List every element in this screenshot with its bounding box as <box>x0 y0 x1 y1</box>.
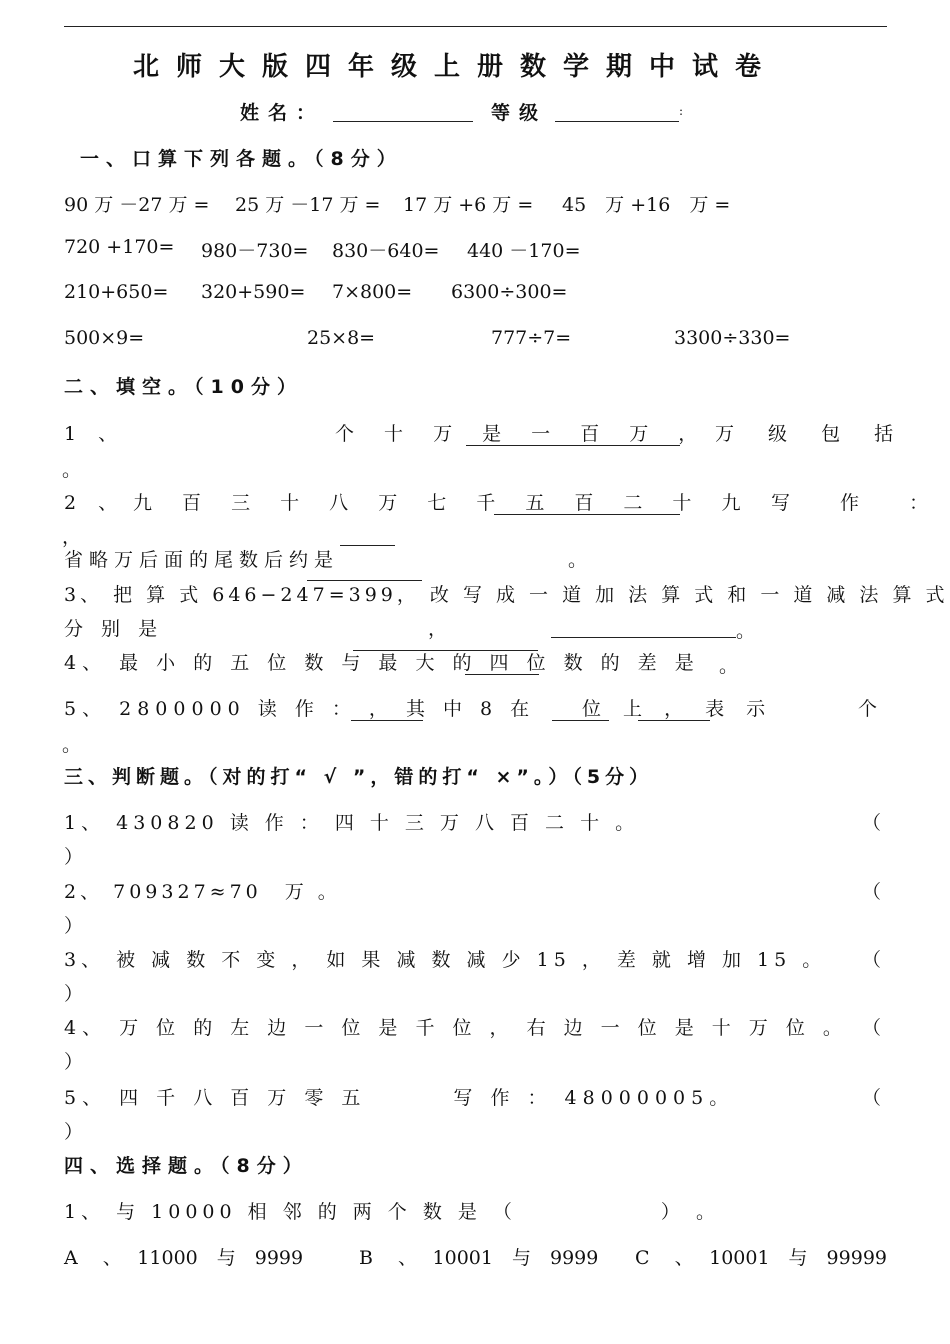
fill-q3-text: 3、 把 算 式 646−247=399， 改 写 成 一 道 加 法 算 式 和 一 道 减 法 算 式 <box>64 584 949 606</box>
section4-heading: 四、选择题。（8分） <box>64 1155 309 1177</box>
judge-paren-close: ） <box>64 846 84 868</box>
fill-q2b-text: 省略万后面的尾数后约是 <box>64 549 340 571</box>
calc-item: 980－730= <box>201 240 309 262</box>
judge-item: 2、 709327≈70 万 。 <box>64 881 341 903</box>
grade-end-mark: : <box>679 104 684 118</box>
fill-q5-blank-2[interactable] <box>638 720 710 721</box>
choice-q1-text: 1、 与 10000 相 邻 的 两 个 数 是 （ ） 。 <box>64 1201 720 1223</box>
calc-item: 500×9= <box>64 327 145 349</box>
fill-q5-text-b: 位 上 ， 表 示 <box>582 698 774 720</box>
judge-paren-open[interactable]: （ <box>862 1017 882 1039</box>
top-rule <box>64 26 887 27</box>
calc-item: 25×8= <box>307 327 376 349</box>
judge-paren-open[interactable]: （ <box>862 1087 882 1109</box>
fill-q1-end: 。 <box>62 459 82 481</box>
fill-q3b-blank[interactable] <box>551 637 736 638</box>
fill-q3b-comma: ， <box>428 618 448 640</box>
page-title: 北师大版四年级上册数学期中试卷 <box>133 52 779 82</box>
calc-item: 830－640= <box>332 240 440 262</box>
calc-item: 3300÷330= <box>674 327 791 349</box>
calc-item: 440 －170= <box>467 240 581 262</box>
fill-q2b-end: 。 <box>568 549 588 571</box>
judge-paren-close: ） <box>64 1121 84 1143</box>
calc-item: 720 +170= <box>64 236 175 258</box>
fill-q1-underline <box>466 445 680 446</box>
calc-item: 25 万 －17 万 = <box>235 194 381 216</box>
fill-q2-underline <box>494 514 680 515</box>
fill-q4-text: 4、 最 小 的 五 位 数 与 最 大 的 四 位 数 的 差 是 <box>64 652 700 674</box>
section3-heading: 三、判断题。（对的打“ √ ”，错的打“ ×”。）（5分） <box>64 766 654 788</box>
fill-q1-tail: 万 级 包 括 <box>715 423 908 445</box>
calc-item: 45 万 +16 万 = <box>562 194 731 216</box>
calc-item: 17 万 +6 万 = <box>403 194 534 216</box>
fill-q4-underline <box>465 674 539 675</box>
fill-q2-tail: 写 作 ： <box>771 492 950 514</box>
fill-q3b-text: 分 别 是 <box>64 618 164 640</box>
fill-q5-underline <box>351 720 423 721</box>
judge-item: 3、 被 减 数 不 变 ， 如 果 减 数 减 少 15 ， 差 就 增 加 15 。 <box>64 949 827 971</box>
judge-paren-close: ） <box>64 983 84 1005</box>
fill-q1-text: 个 十 万 是 一 百 万 ， <box>335 423 710 445</box>
fill-q2-number: 2 、 <box>64 492 126 514</box>
fill-q3b-end: 。 <box>736 620 756 642</box>
judge-item: 5、 四 千 八 百 万 零 五 写 作 ： 48000005。 <box>64 1087 735 1109</box>
judge-item: 1、 430820 读 作 ： 四 十 三 万 八 百 二 十 。 <box>64 812 640 834</box>
fill-q4-end: 。 <box>719 655 739 677</box>
judge-paren-close: ） <box>64 1051 84 1073</box>
name-blank[interactable] <box>333 121 473 122</box>
judge-paren-open[interactable]: （ <box>862 949 882 971</box>
section2-heading: 二、填空。（10分） <box>64 376 303 398</box>
calc-item: 320+590= <box>201 281 306 303</box>
calc-item: 6300÷300= <box>451 281 568 303</box>
calc-item: 7×800= <box>332 281 413 303</box>
calc-item: 210+650= <box>64 281 169 303</box>
fill-q5-blank[interactable] <box>552 720 609 721</box>
section1-heading: 一、口算下列各题。（8分） <box>80 148 403 170</box>
fill-q2-end: ， <box>62 526 82 548</box>
judge-paren-open[interactable]: （ <box>862 881 882 903</box>
fill-q2-text: 九 百 三 十 八 万 七 千 五 百 二 十 九 <box>133 492 753 514</box>
calc-item: 90 万 －27 万 = <box>64 194 210 216</box>
calc-item: 777÷7= <box>491 327 572 349</box>
choice-option-b[interactable]: B 、 10001 与 9999 <box>359 1247 599 1269</box>
fill-q5-text-c: 个 <box>858 698 878 720</box>
choice-option-c[interactable]: C 、 10001 与 99999 <box>635 1247 888 1269</box>
fill-q5-text: 5、 2800000 读 作 ： ， 其 中 8 在 <box>64 698 536 720</box>
fill-q2-blank-mark <box>340 545 395 546</box>
fill-q5-end: 。 <box>62 734 82 756</box>
fill-q1-number: 1 、 <box>64 423 126 445</box>
judge-paren-open[interactable]: （ <box>862 812 882 834</box>
grade-label: 等级 <box>491 102 548 124</box>
name-label: 姓名： <box>240 102 325 124</box>
judge-paren-close: ） <box>64 915 84 937</box>
choice-option-a[interactable]: A 、 11000 与 9999 <box>64 1247 304 1269</box>
grade-blank[interactable] <box>555 121 679 122</box>
judge-item: 4、 万 位 的 左 边 一 位 是 千 位 ， 右 边 一 位 是 十 万 位 。 <box>64 1017 848 1039</box>
